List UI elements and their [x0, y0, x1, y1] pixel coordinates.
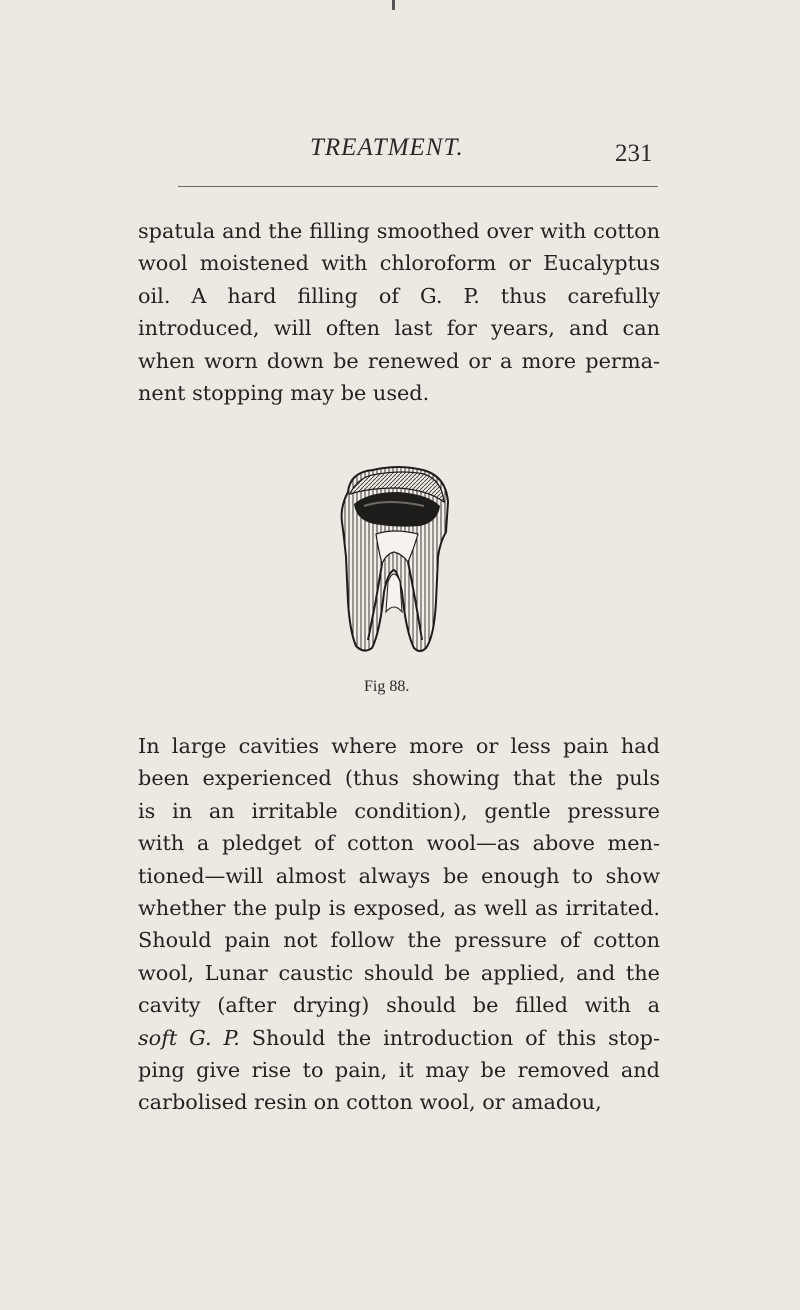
- text-line: nent stopping may be used.: [138, 381, 430, 406]
- paragraph-1: [138, 215, 660, 409]
- italic-term: soft G. P.: [138, 1025, 240, 1050]
- text-line: cavity (after drying) should be filled with a: [138, 993, 660, 1018]
- print-mark: [392, 0, 395, 10]
- text-line: with a pledget of cotton wool—as above men-: [138, 831, 660, 856]
- figure-caption: Fig 88.: [364, 678, 410, 695]
- text-line: is in an irritable condition), gentle pressure: [138, 798, 660, 823]
- tooth-illustration: [328, 462, 458, 662]
- text-line: spatula and the filling smoothed over with cotton: [138, 219, 660, 243]
- text-line: ping give rise to pain, it may be removed and: [138, 1058, 660, 1083]
- header-rule: [178, 186, 658, 187]
- text-line: oil. A hard filling of G. P. thus carefully: [138, 283, 660, 308]
- text-line: when worn down be renewed or a more perma-: [138, 348, 660, 373]
- text-fragment: Should the introduction of this stop-: [239, 1025, 661, 1050]
- text-line: wool moistened with chloroform or Eucalyptus: [138, 251, 660, 276]
- text-line: In large cavities where more or less pain had: [138, 734, 660, 758]
- page-number: 231: [615, 140, 653, 167]
- running-head: TREATMENT.: [310, 134, 464, 161]
- text-line: Should pain not follow the pressure of cotton: [138, 928, 660, 953]
- paragraph-2: [138, 730, 660, 1119]
- text-line: wool, Lunar caustic should be applied, and the: [138, 960, 660, 985]
- text-line: introduced, will often last for years, and can: [138, 316, 660, 341]
- text-line: been experienced (thus showing that the puls: [138, 766, 660, 791]
- text-line: whether the pulp is exposed, as well as irritated.: [138, 896, 660, 921]
- text-line: tioned—will almost always be enough to show: [138, 863, 660, 888]
- text-line-italic: [138, 1022, 660, 1054]
- text-line: carbolised resin on cotton wool, or amadou,: [138, 1090, 602, 1115]
